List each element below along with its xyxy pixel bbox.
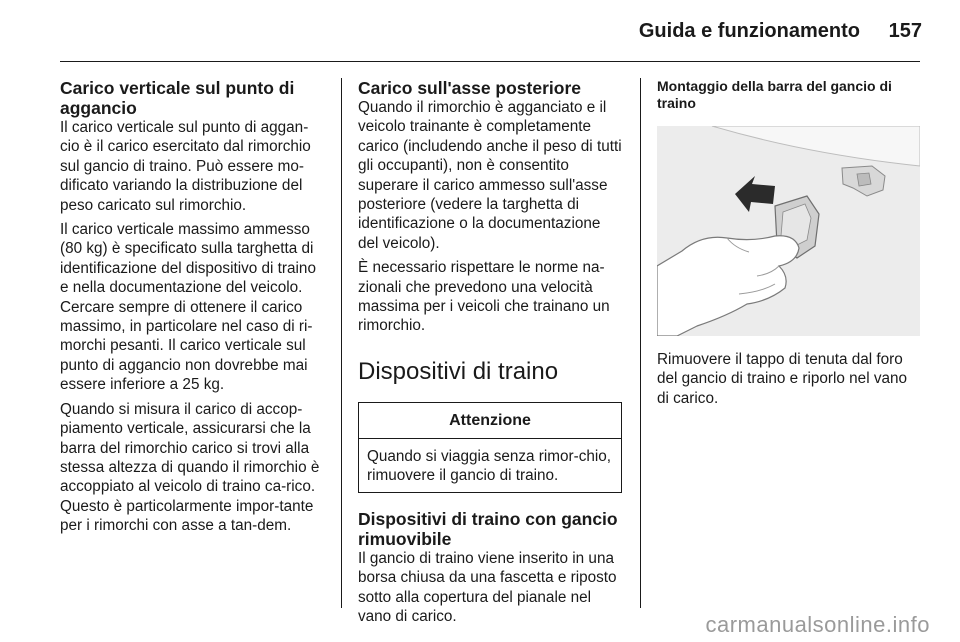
section-heading-towing-devices: Dispositivi di traino: [358, 357, 559, 385]
warning-title: Attenzione: [359, 403, 621, 439]
column-divider-2: [640, 78, 641, 608]
heading-hook-mounting: Montaggio della barra del gancio di traino: [657, 78, 892, 111]
warning-text: Quando si viaggia senza rimor-chio, rimuovere il gancio di traino.: [367, 447, 612, 485]
paragraph: Quando si misura il carico di accop-piamento verticale, assicurarsi che la barra del rimorchio carico si trovi alla stessa altezza di quando il rimorchio è accoppiato al veicolo di traino ca-rico. Questo è particolarmente impor-tante per i rimorchi con asse a tan-dem.: [60, 400, 320, 535]
illustration-svg: [657, 126, 920, 336]
paragraph: Il carico verticale massimo ammesso (80 kg) è specificato sulla targhetta di identificazione del dispositivo di traino e nella documentazione del veicolo. Cercare sempre di ottenere il carico massimo, in particolare nel caso di ri-morchi pesanti. Il carico verticale sul punto di aggancio non dovrebbe mai essere inferiore a 25 kg.: [60, 221, 316, 394]
paragraph: Il gancio di traino viene inserito in una borsa chiusa da una fascetta e riposto sotto alla copertura del pianale nel vano di carico.: [358, 549, 617, 625]
column-divider-1: [341, 78, 342, 608]
paragraph: Rimuovere il tappo di tenuta dal foro del gancio di traino e riporlo nel vano di carico.: [657, 351, 908, 407]
paragraph: Il carico verticale sul punto di aggan-cio è il carico esercitato dal rimorchio sul gancio di traino. Può essere mo-dificato variando la distribuzione del peso caricato sul rimorchio.: [60, 119, 311, 214]
watermark-text: carmanualsonline.info: [705, 612, 930, 637]
header-divider: [60, 61, 920, 62]
paragraph: Quando il rimorchio è agganciato e il veicolo trainante è completamente carico (includendo anche il peso di tutti gli occupanti), non è consentito superare il carico ammesso sull'asse posteriore (vedere la targhetta di identificazione o la documentazione del veicolo).: [358, 99, 622, 252]
heading-removable-hook: Dispositivi di traino con gancio rimuovibile: [358, 508, 618, 549]
warning-box: [358, 402, 622, 493]
paragraph: È necessario rispettare le norme na-zionali che prevedono una velocità massima per i veicoli che trainano un rimorchio.: [358, 259, 610, 335]
header-title: Guida e funzionamento: [638, 20, 860, 42]
tow-hook-cap-removal-illustration: [657, 126, 920, 336]
page-number: 157: [888, 20, 922, 42]
column-vertical-load: [60, 78, 323, 541]
heading-vertical-load: Carico verticale sul punto di aggancio: [60, 78, 295, 118]
heading-rear-axle-load: Carico sull'asse posteriore: [358, 78, 582, 98]
column-hook-mounting: [657, 78, 920, 413]
column-rear-axle: [358, 78, 623, 631]
